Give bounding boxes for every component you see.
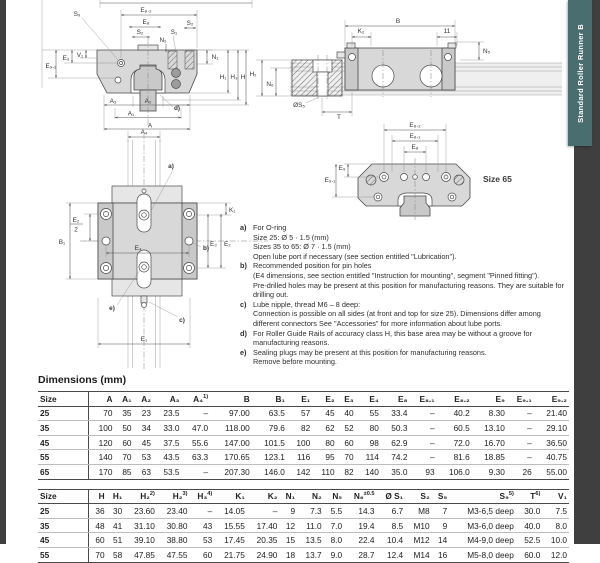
label-65-e8: E₈ (411, 144, 419, 151)
value-cell: – (189, 504, 214, 519)
column-header: K₂ (247, 489, 280, 504)
value-cell: 35 (115, 406, 134, 421)
footnote-text: Sealing plugs may be present at this position for manufacturing reasons. Remove before mounting. (253, 347, 487, 367)
value-cell: 63.5 (252, 406, 287, 421)
size-cell: 45 (38, 533, 89, 548)
value-cell: 57 (287, 406, 312, 421)
value-cell: 24.90 (247, 547, 280, 562)
value-cell: M4-9,0 deep (449, 533, 516, 548)
value-cell: 19.4 (344, 518, 376, 533)
value-cell: 33.4 (381, 406, 410, 421)
label-b: B (395, 18, 401, 25)
label-e3: E₃ (210, 241, 217, 248)
label-s9: S₉ (73, 11, 81, 18)
footnote-a (240, 223, 567, 261)
footnote-key: e) (240, 347, 247, 357)
value-cell: 58 (107, 547, 125, 562)
value-cell: 55.6 (182, 435, 211, 450)
column-header: Size (38, 392, 89, 407)
label-h: H (240, 74, 246, 81)
footnote-b (240, 261, 567, 299)
label-b-ref: b) (203, 245, 210, 252)
value-cell: 8.5 (377, 518, 406, 533)
value-cell: 70 (115, 450, 134, 465)
value-cell: 80 (312, 435, 336, 450)
footnote-text: For Roller Guide Rails of accuracy class H, this base area may be without a groove for manufacturing reasons. (253, 328, 533, 348)
value-cell: 35.0 (381, 464, 410, 479)
value-cell: 82 (287, 421, 312, 436)
value-cell: – (507, 450, 534, 465)
value-cell: 140 (356, 464, 381, 479)
value-cell: 95 (312, 450, 336, 465)
value-cell: 101.5 (252, 435, 287, 450)
label-s2-right: S₂ (186, 20, 194, 27)
label-n1: N₁ (211, 54, 219, 61)
value-cell: 170.65 (210, 450, 252, 465)
size65-caption: Size 65 (483, 174, 512, 184)
value-cell: 36.50 (534, 435, 569, 450)
value-cell: 16.70 (472, 435, 507, 450)
footnote-text: Lube nipple, thread M6 – 8 deep: Connection is possible on all sides (at front and top for size 25). Dimensions differ among different connectors See "Accessories" for more information about lube ports. (253, 299, 541, 328)
value-cell: 48 (89, 518, 107, 533)
value-cell: 11.0 (297, 518, 324, 533)
value-cell: 38.80 (157, 533, 190, 548)
column-header: A₄$^{1)}$ (182, 392, 211, 407)
value-cell: – (182, 406, 211, 421)
label-s1: S₁ (170, 29, 178, 36)
value-cell: 63 (134, 464, 153, 479)
value-cell: 93 (409, 464, 436, 479)
column-header: B (210, 392, 252, 407)
table-row (38, 406, 569, 421)
header-row (38, 392, 569, 407)
value-cell: 13.10 (472, 421, 507, 436)
value-cell: 10.4 (377, 533, 406, 548)
label-e2-half-den: 2 (74, 226, 78, 234)
column-header: H₂$^{2)}$ (124, 489, 157, 504)
value-cell: 41 (107, 518, 125, 533)
column-header: $T^{6)}$ (516, 489, 543, 504)
value-cell: M10 (405, 518, 432, 533)
value-cell: 47.55 (157, 547, 190, 562)
label-e1: E₁ (140, 336, 148, 343)
value-cell: 7.0 (324, 518, 344, 533)
column-header: E₁ (287, 392, 312, 407)
value-cell: 9 (279, 504, 297, 519)
footnote-key: c) (240, 299, 247, 309)
value-cell: 30.80 (157, 518, 190, 533)
value-cell: 30.0 (516, 504, 543, 519)
value-cell: 16 (432, 547, 450, 562)
value-cell: 81.6 (437, 450, 472, 465)
table-row (38, 518, 569, 533)
value-cell: 142 (287, 464, 312, 479)
label-a3: A₃ (109, 98, 117, 105)
roller (172, 80, 181, 89)
size-cell: 25 (38, 504, 89, 519)
value-cell: 170 (89, 464, 115, 479)
column-header: E₉.₂ (534, 392, 569, 407)
value-cell: 207.30 (210, 464, 252, 479)
column-header: E₄ (356, 392, 381, 407)
column-header: E₉ (472, 392, 507, 407)
column-header: H (89, 489, 107, 504)
value-cell: 6.7 (377, 504, 406, 519)
label-e9: E₉ (62, 55, 70, 62)
value-cell: 60 (115, 435, 134, 450)
column-header: A (89, 392, 115, 407)
front-view-drawing (42, 0, 252, 131)
value-cell: 17.40 (247, 518, 280, 533)
value-cell: 53 (189, 533, 214, 548)
column-header: S₂ (405, 489, 432, 504)
label-d-ref: d) (173, 105, 181, 112)
value-cell: 140 (89, 450, 115, 465)
footnotes (240, 223, 567, 367)
value-cell: M12 (405, 533, 432, 548)
label-n2: N₂ (159, 37, 167, 44)
value-cell: 60.5 (437, 421, 472, 436)
value-cell: 9.0 (324, 547, 344, 562)
value-cell: 43.5 (153, 450, 182, 465)
label-e2-half-num: E₂ (72, 217, 80, 224)
value-cell: M14 (405, 547, 432, 562)
value-cell: – (507, 435, 534, 450)
value-cell: 9.30 (472, 464, 507, 479)
header-row (38, 489, 569, 504)
value-cell: 18 (279, 547, 297, 562)
column-header: E₂ (312, 392, 336, 407)
value-cell: 15 (279, 533, 297, 548)
size-cell: 65 (38, 464, 89, 479)
value-cell: 97.00 (210, 406, 252, 421)
label-s2-left: S₂ (136, 29, 144, 36)
footnote-e (240, 348, 567, 367)
label-t: T (337, 114, 341, 121)
value-cell: 10.0 (542, 533, 569, 548)
footnote-c (240, 300, 567, 329)
size-cell: 25 (38, 406, 89, 421)
value-cell: 114 (356, 450, 381, 465)
value-cell: 26 (507, 464, 534, 479)
value-cell: 7 (432, 504, 450, 519)
label-e8: E₈ (142, 19, 150, 26)
column-header: N₁ (279, 489, 297, 504)
footnote-d (240, 329, 567, 348)
value-cell: M3-6,0 deep (449, 518, 516, 533)
value-cell: 62.9 (381, 435, 410, 450)
value-cell: 28.7 (344, 547, 376, 562)
value-cell: 17.45 (214, 533, 247, 548)
value-cell: 123.1 (252, 450, 287, 465)
side-view-drawing (249, 18, 562, 121)
value-cell: 40.0 (516, 518, 543, 533)
label-a-ref: a) (168, 163, 174, 170)
value-cell: 45 (134, 435, 153, 450)
value-cell: 53 (134, 450, 153, 465)
value-cell: 20.35 (247, 533, 280, 548)
value-cell: 22.4 (344, 533, 376, 548)
roller (172, 69, 181, 78)
value-cell: 47.0 (182, 421, 211, 436)
value-cell: 23.40 (157, 504, 190, 519)
table-row (38, 504, 569, 519)
value-cell: 55.00 (534, 464, 569, 479)
value-cell: 7.5 (542, 504, 569, 519)
value-cell: 14.05 (214, 504, 247, 519)
side-tab-standard-roller-runner-block[interactable] (568, 0, 592, 146)
value-cell: 40.75 (534, 450, 569, 465)
value-cell: 7.3 (297, 504, 324, 519)
value-cell: 34 (134, 421, 153, 436)
dimensions-section (38, 374, 569, 563)
value-cell: 100 (89, 421, 115, 436)
label-e2: E₂ (224, 241, 231, 248)
label-s5: ØS₅ (293, 102, 305, 109)
value-cell: 29.10 (534, 421, 569, 436)
value-cell: 12 (279, 518, 297, 533)
column-header: E₈.₂ (437, 392, 472, 407)
label-k2: K₂ (357, 28, 365, 35)
value-cell: 146.0 (252, 464, 287, 479)
size-cell: 45 (38, 435, 89, 450)
label-h3: H₃ (230, 74, 238, 81)
value-cell: 45 (312, 406, 336, 421)
value-cell: 70 (89, 547, 107, 562)
value-cell: 8.0 (542, 518, 569, 533)
value-cell: 120 (89, 435, 115, 450)
value-cell: 40 (337, 406, 356, 421)
value-cell: – (409, 421, 436, 436)
value-cell: 53.5 (153, 464, 182, 479)
value-cell: 74.2 (381, 450, 410, 465)
value-cell: M5-8,0 deep (449, 547, 516, 562)
label-n6: N₆ (266, 81, 274, 88)
value-cell: 15.55 (214, 518, 247, 533)
value-cell: 43 (189, 518, 214, 533)
value-cell: 30 (107, 504, 125, 519)
label-e-ref: e) (109, 305, 115, 312)
footnote-text: Recommended position for pin holes (E4 dimensions, see section entitled "Instruction for mounting", segment "Pinned fitting"). Pre-drilled holes may be present at this position for manufacturing reasons. They are suitable for drilling out. (253, 261, 564, 300)
label-b1: B₁ (58, 239, 66, 246)
value-cell: 31.10 (124, 518, 157, 533)
footnote-key: a) (240, 223, 247, 232)
label-a: A (147, 122, 153, 130)
value-cell: 60 (337, 435, 356, 450)
lube-fitting (141, 296, 147, 303)
footnote-key: b) (240, 261, 247, 271)
label-65-e9-1: E₉.₁ (324, 177, 336, 184)
value-cell: 21.40 (534, 406, 569, 421)
dimensions-title: Dimensions (mm) (38, 374, 127, 386)
size-cell: 35 (38, 518, 89, 533)
table-row (38, 450, 569, 465)
value-cell: 100 (287, 435, 312, 450)
column-header: E₈.₁ (409, 392, 436, 407)
value-cell: 52 (337, 421, 356, 436)
value-cell: 110 (312, 464, 336, 479)
column-header: A₁ (115, 392, 134, 407)
column-header: N₆$^{\pm 0.5}$ (344, 489, 376, 504)
value-cell: 5.5 (324, 504, 344, 519)
value-cell: 147.00 (210, 435, 252, 450)
value-cell: 62 (312, 421, 336, 436)
column-header: S₅ (432, 489, 450, 504)
table-row (38, 547, 569, 562)
value-cell: 98 (356, 435, 381, 450)
value-cell: M8 (405, 504, 432, 519)
label-a2: A₂ (144, 98, 152, 105)
column-header: V₁ (542, 489, 569, 504)
value-cell: 70 (89, 406, 115, 421)
label-h1: H₁ (219, 74, 227, 81)
label-n5: N₅ (483, 48, 491, 55)
column-header: Ø S₁ (377, 489, 406, 504)
value-cell: 21.75 (214, 547, 247, 562)
value-cell: 60.0 (516, 547, 543, 562)
value-cell: – (182, 464, 211, 479)
value-cell: 23.60 (124, 504, 157, 519)
value-cell: – (507, 406, 534, 421)
value-cell: 80 (356, 421, 381, 436)
value-cell: 118.00 (210, 421, 252, 436)
label-e4: E₄ (134, 245, 142, 252)
column-header: E₃ (337, 392, 356, 407)
value-cell: 60 (189, 547, 214, 562)
size65-view-drawing (325, 122, 512, 220)
value-cell: 12.0 (542, 547, 569, 562)
column-header: S₉$^{5)}$ (449, 489, 516, 504)
value-cell: 55 (356, 406, 381, 421)
value-cell: 85 (115, 464, 134, 479)
value-cell: 14 (432, 533, 450, 548)
value-cell: 50.3 (381, 421, 410, 436)
dimensions-table-1 (38, 391, 569, 480)
size-cell: 55 (38, 450, 89, 465)
value-cell: 13.7 (297, 547, 324, 562)
column-header: H₂$^{3)}$ (157, 489, 190, 504)
column-header: Size (38, 489, 89, 504)
label-11: 11 (443, 28, 451, 35)
table-row (38, 421, 569, 436)
dimensions-table-2 (38, 489, 569, 563)
value-cell: 106.0 (437, 464, 472, 479)
value-cell: 52.5 (516, 533, 543, 548)
value-cell: 23.5 (153, 406, 182, 421)
value-cell: 82 (337, 464, 356, 479)
column-header: B₁ (252, 392, 287, 407)
value-cell: 79.6 (252, 421, 287, 436)
lube-nipple (337, 52, 345, 58)
table-row (38, 533, 569, 548)
value-cell: – (409, 435, 436, 450)
column-header: E₉.₁ (507, 392, 534, 407)
value-cell: 60 (89, 533, 107, 548)
size-cell: 35 (38, 421, 89, 436)
label-v1: V₁ (76, 52, 84, 59)
value-cell: 12.4 (377, 547, 406, 562)
value-cell: 37.5 (153, 435, 182, 450)
value-cell: 36 (89, 504, 107, 519)
value-cell: 23 (134, 406, 153, 421)
value-cell: – (409, 450, 436, 465)
value-cell: 18.85 (472, 450, 507, 465)
value-cell: 8.0 (324, 533, 344, 548)
label-k1: K₁ (229, 207, 236, 214)
column-header: E₈ (381, 392, 410, 407)
value-cell: 72.0 (437, 435, 472, 450)
column-header: N₂ (297, 489, 324, 504)
value-cell: – (247, 504, 280, 519)
value-cell: – (409, 406, 436, 421)
value-cell: 63.3 (182, 450, 211, 465)
label-e9-2: E₉.₂ (45, 63, 57, 70)
table-row (38, 464, 569, 479)
label-h2: H₂ (249, 71, 257, 78)
side-tab-label: Standard Roller Runner B (575, 23, 585, 123)
column-header: K₁ (214, 489, 247, 504)
top-view-drawing (59, 129, 268, 370)
value-cell: 116 (287, 450, 312, 465)
value-cell: 40.2 (437, 406, 472, 421)
value-cell: 50 (115, 421, 134, 436)
value-cell: 9 (432, 518, 450, 533)
column-header: H₃$^{4)}$ (189, 489, 214, 504)
label-c-ref: c) (179, 317, 185, 324)
column-header: N₅ (324, 489, 344, 504)
size-cell: 55 (38, 547, 89, 562)
table-row (38, 435, 569, 450)
value-cell: – (507, 421, 534, 436)
footnote-key: d) (240, 328, 247, 338)
label-65-e8-2: E₈.₂ (409, 122, 421, 129)
value-cell: M3-6,5 deep (449, 504, 516, 519)
footnote-text: For O-ring Size 25: Ø 5 · 1.5 (mm) Sizes 35 to 65: Ø 7 · 1.5 (mm) Open lube port if necessary (see section entitled "Lubrication"). (253, 223, 457, 261)
value-cell: 8.30 (472, 406, 507, 421)
value-cell: 39.10 (124, 533, 157, 548)
label-65-e9: E₉ (338, 165, 346, 172)
value-cell: 47.85 (124, 547, 157, 562)
value-cell: 13.5 (297, 533, 324, 548)
column-header: H₁ (107, 489, 125, 504)
value-cell: 70 (337, 450, 356, 465)
column-header: A₂ (134, 392, 153, 407)
value-cell: 33.0 (153, 421, 182, 436)
value-cell: 14.3 (344, 504, 376, 519)
column-header: A₃ (153, 392, 182, 407)
value-cell: 51 (107, 533, 125, 548)
label-a4: A₄ (140, 129, 148, 136)
label-a1: A₁ (127, 110, 135, 118)
label-65-e8-1: E₈.₁ (409, 133, 421, 140)
label-e8-2: E₈.₂ (140, 7, 152, 14)
